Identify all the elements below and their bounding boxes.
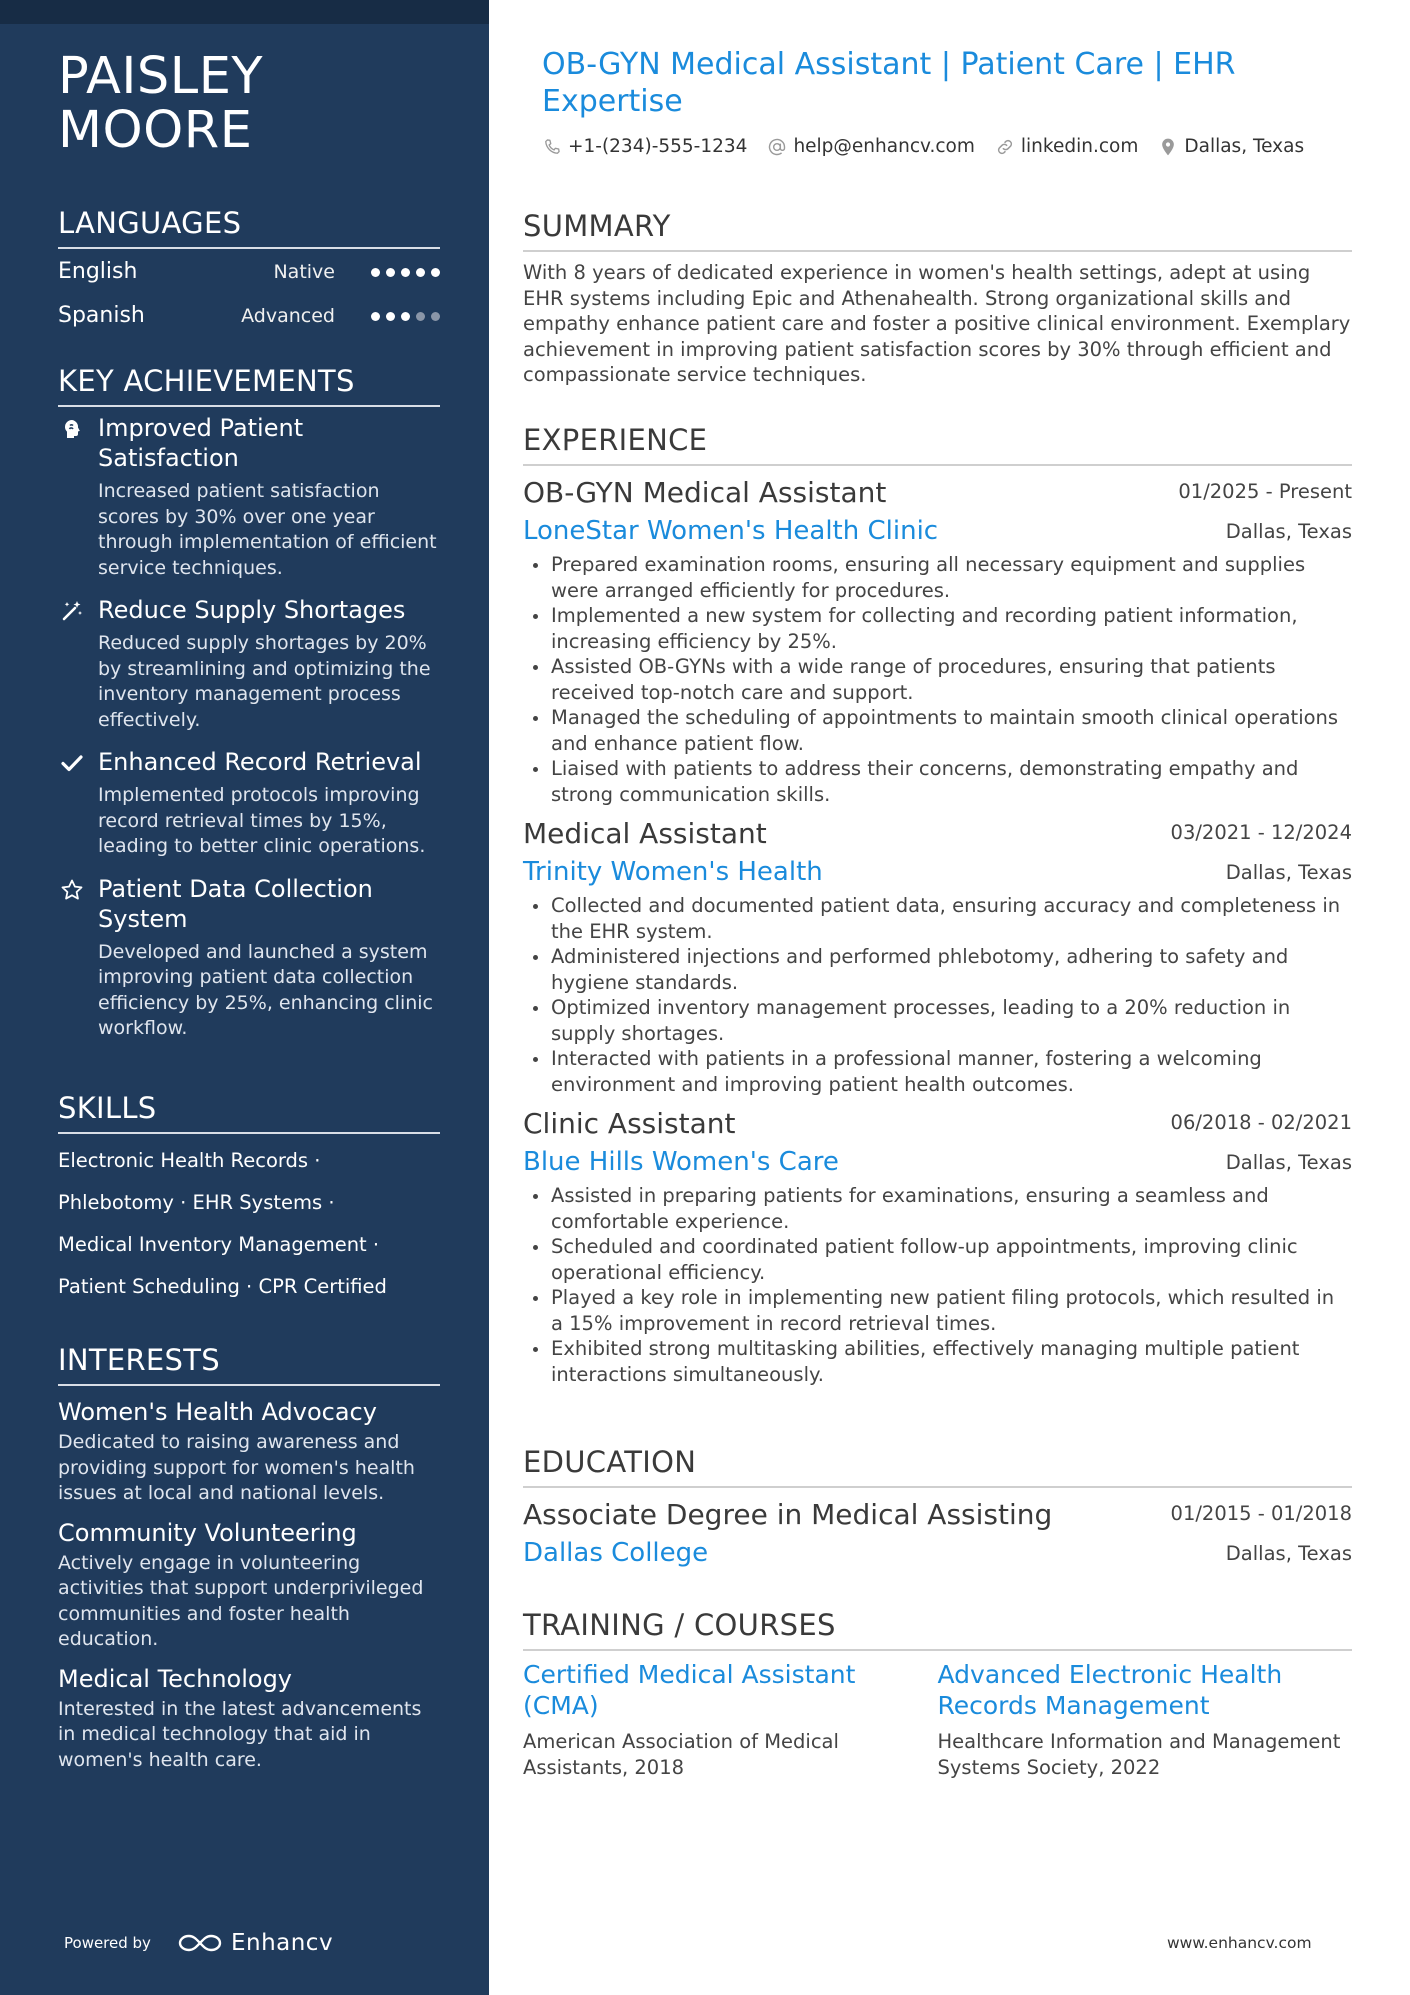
- achievement-item: [58, 595, 440, 733]
- achievements-section: [58, 363, 440, 1042]
- interests-section: [58, 1342, 440, 1773]
- rating-dot: [386, 268, 395, 277]
- bullet-item: Implemented a new system for collecting and recording patient information, increasing efficiency by 25%.: [523, 603, 1352, 654]
- bullet-item: Assisted OB-GYNs with a wide range of procedures, ensuring that patients received top-notch care and support.: [523, 654, 1352, 705]
- languages-title: LANGUAGES: [58, 205, 440, 249]
- achievement-title: Reduce Supply Shortages: [98, 596, 406, 624]
- language-rating: [371, 268, 440, 277]
- job-dates: 06/2018 - 02/2021: [1170, 1111, 1352, 1134]
- headline: OB-GYN Medical Assistant | Patient Care | EHR Expertise: [542, 47, 1236, 119]
- achievement-desc: Increased patient satisfaction scores by 30% over one year through implementation of efficient service techniques.: [98, 480, 437, 579]
- rating-dot: [431, 312, 440, 321]
- language-level: Advanced: [241, 305, 335, 327]
- interest-desc: Interested in the latest advancements in medical technology that aid in women's health care.: [58, 1697, 422, 1771]
- languages-section: [58, 205, 440, 337]
- job-location: Dallas, Texas: [1225, 1151, 1352, 1174]
- skills-list: [58, 1140, 440, 1308]
- job-bullets: [523, 893, 1352, 1097]
- contact-location: [1158, 136, 1304, 157]
- degree: Associate Degree in Medical Assisting: [523, 1498, 1053, 1531]
- course-item: [523, 1659, 938, 1780]
- location-text: Dallas, Texas: [1184, 136, 1305, 157]
- bullet-item: Administered injections and performed phlebotomy, adhering to safety and hygiene standards.: [523, 944, 1352, 995]
- contact-email[interactable]: [767, 136, 974, 157]
- language-rating: [371, 312, 440, 321]
- candidate-name: [58, 47, 264, 160]
- job-location: Dallas, Texas: [1225, 861, 1352, 884]
- rating-dot: [386, 312, 395, 321]
- summary-section: [523, 208, 1352, 388]
- link-icon: [995, 137, 1015, 157]
- course-item: [938, 1659, 1353, 1780]
- job-company: LoneStar Women's Health Clinic: [523, 516, 939, 546]
- contact-bar: [542, 136, 1324, 157]
- summary-title: SUMMARY: [523, 208, 1352, 252]
- powered-by-label: Powered by: [64, 1934, 151, 1952]
- job-entry: [523, 813, 1352, 1097]
- bullet-item: Liaised with patients to address their concerns, demonstrating empathy and strong communication skills.: [523, 756, 1352, 807]
- education-location: Dallas, Texas: [1225, 1542, 1352, 1565]
- star-icon: [60, 878, 84, 902]
- achievement-item: [58, 413, 440, 581]
- achievement-desc: Developed and launched a system improving patient data collection efficiency by 25%, enhancing clinic workflow.: [98, 940, 433, 1039]
- job-role: Clinic Assistant: [523, 1107, 736, 1140]
- job-company: Blue Hills Women's Care: [523, 1147, 839, 1177]
- bullet-item: Collected and documented patient data, ensuring accuracy and completeness in the EHR system.: [523, 893, 1352, 944]
- achievements-title: KEY ACHIEVEMENTS: [58, 363, 440, 407]
- education-dates: 01/2015 - 01/2018: [1170, 1502, 1352, 1525]
- last-name: MOORE: [58, 101, 253, 160]
- skills-title: SKILLS: [58, 1090, 440, 1134]
- achievement-title: Enhanced Record Retrieval: [98, 748, 422, 776]
- infinity-logo-icon: [177, 1931, 223, 1955]
- job-role: Medical Assistant: [523, 817, 767, 850]
- email-text: help@enhancv.com: [793, 136, 975, 157]
- interest-item: [58, 1396, 440, 1507]
- job-dates: 03/2021 - 12/2024: [1170, 821, 1352, 844]
- job-entry: [523, 472, 1352, 807]
- education-section: [523, 1444, 1352, 1572]
- bullet-item: Played a key role in implementing new patient filing protocols, which resulted in a 15% improvement in record retrieval times.: [523, 1285, 1352, 1336]
- achievement-title: Improved Patient Satisfaction: [98, 414, 304, 472]
- interest-desc: Actively engage in volunteering activities that support underprivileged communities and foster health education.: [58, 1551, 424, 1650]
- course-title: Certified Medical Assistant (CMA): [523, 1660, 856, 1720]
- brain-icon: [60, 417, 84, 441]
- bullet-item: Interacted with patients in a professional manner, fostering a welcoming environment and improving patient health outcomes.: [523, 1046, 1352, 1097]
- sidebar-top-strip: [0, 0, 489, 24]
- rating-dot: [416, 268, 425, 277]
- at-icon: [767, 137, 787, 157]
- job-dates: 01/2025 - Present: [1178, 480, 1352, 503]
- enhancv-logo[interactable]: [177, 1930, 333, 1956]
- rating-dot: [371, 268, 380, 277]
- language-name: English: [58, 259, 138, 284]
- skill-line: Medical Inventory Management ·: [58, 1233, 380, 1256]
- language-level: Native: [273, 261, 335, 283]
- linkedin-text: linkedin.com: [1020, 136, 1139, 157]
- experience-section: [523, 422, 1352, 1387]
- contact-phone[interactable]: [542, 136, 747, 157]
- education-title: EDUCATION: [523, 1444, 1352, 1488]
- rating-dot: [431, 268, 440, 277]
- skill-line: Phlebotomy · EHR Systems ·: [58, 1191, 335, 1214]
- training-title: TRAINING / COURSES: [523, 1607, 1352, 1651]
- job-bullets: [523, 552, 1352, 807]
- rating-dot: [371, 312, 380, 321]
- interest-desc: Dedicated to raising awareness and providing support for women's health issues at local and national levels.: [58, 1431, 415, 1504]
- job-company: Trinity Women's Health: [523, 857, 823, 887]
- job-role: OB-GYN Medical Assistant: [523, 476, 887, 509]
- rating-dot: [416, 312, 425, 321]
- course-desc: Healthcare Information and Management Systems Society, 2022: [937, 1730, 1341, 1779]
- bullet-item: Exhibited strong multitasking abilities, effectively managing multiple patient interactions simultaneously.: [523, 1336, 1352, 1387]
- bullet-item: Optimized inventory management processes, leading to a 20% reduction in supply shortages.: [523, 995, 1352, 1046]
- location-pin-icon: [1158, 137, 1178, 157]
- interest-title: Medical Technology: [58, 1664, 293, 1693]
- skill-line: Patient Scheduling · CPR Certified: [58, 1275, 387, 1298]
- course-title: Advanced Electronic Health Records Management: [937, 1660, 1283, 1720]
- checkmark-icon: [60, 751, 84, 775]
- bullet-item: Managed the scheduling of appointments to maintain smooth clinical operations and enhance patient flow.: [523, 705, 1352, 756]
- interests-title: INTERESTS: [58, 1342, 440, 1386]
- skill-line: Electronic Health Records ·: [58, 1149, 321, 1172]
- brand-name: Enhancv: [230, 1930, 334, 1956]
- summary-text: With 8 years of dedicated experience in women's health settings, adept at using EHR systems including Epic and Athenahealth. Strong organizational skills and empathy enhance patient care and foster a positive clinical environment. Exemplary achievement in improving patient satisfaction scores by 30% through efficient and compassionate service techniques.: [523, 261, 1351, 386]
- rating-dot: [401, 268, 410, 277]
- school: Dallas College: [523, 1538, 709, 1568]
- bullet-item: Prepared examination rooms, ensuring all necessary equipment and supplies were arranged efficiently for procedures.: [523, 552, 1352, 603]
- job-entry: [523, 1103, 1352, 1387]
- language-name: Spanish: [58, 303, 145, 328]
- training-section: [523, 1607, 1352, 1780]
- interest-title: Community Volunteering: [58, 1518, 357, 1547]
- sidebar: [0, 0, 489, 1995]
- experience-title: EXPERIENCE: [523, 422, 1352, 466]
- skills-section: [58, 1090, 440, 1308]
- achievement-title: Patient Data Collection System: [98, 874, 373, 933]
- interest-title: Women's Health Advocacy: [58, 1398, 377, 1426]
- achievement-desc: Reduced supply shortages by 20% by streamlining and optimizing the inventory management process effectively.: [98, 632, 431, 731]
- education-entry: [523, 1494, 1352, 1572]
- achievement-item: [58, 874, 440, 1042]
- phone-icon: [542, 137, 562, 157]
- interest-item: [58, 1517, 440, 1653]
- phone-text: +1-(234)-555-1234: [568, 136, 748, 157]
- magic-wand-icon: [60, 599, 84, 623]
- job-bullets: [523, 1183, 1352, 1387]
- rating-dot: [401, 312, 410, 321]
- achievement-desc: Implemented protocols improving record retrieval times by 15%, leading to better clinic operations.: [98, 784, 426, 857]
- job-location: Dallas, Texas: [1225, 520, 1352, 543]
- website-link[interactable]: www.enhancv.com: [1167, 1934, 1312, 1952]
- powered-by: [64, 1930, 333, 1956]
- interest-item: [58, 1663, 440, 1774]
- course-list: [523, 1659, 1352, 1780]
- contact-linkedin[interactable]: [995, 136, 1138, 157]
- bullet-item: Assisted in preparing patients for examinations, ensuring a seamless and comfortable experience.: [523, 1183, 1352, 1234]
- course-desc: American Association of Medical Assistants, 2018: [523, 1730, 839, 1779]
- language-row: [58, 249, 440, 293]
- language-row: [58, 293, 440, 337]
- achievement-item: [58, 747, 440, 860]
- first-name: PAISLEY: [58, 47, 264, 106]
- bullet-item: Scheduled and coordinated patient follow-up appointments, improving clinic operational efficiency.: [523, 1234, 1352, 1285]
